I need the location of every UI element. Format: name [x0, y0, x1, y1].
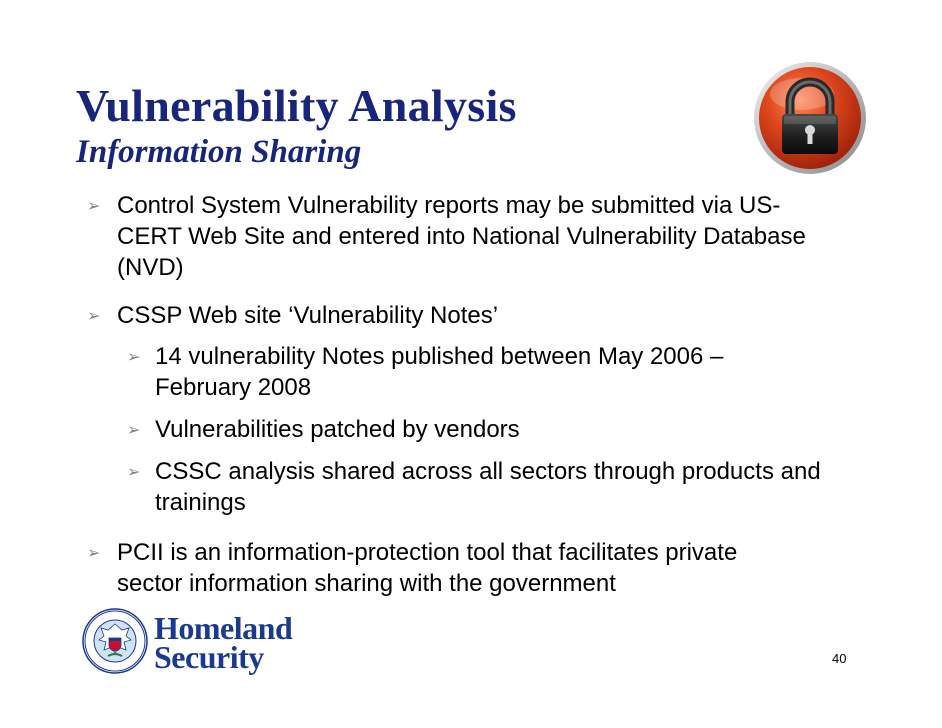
dhs-seal-icon — [82, 608, 148, 674]
page-number: 40 — [832, 651, 847, 666]
bullet-item — [87, 537, 807, 599]
homeland-security-logo-line1: Homeland — [154, 610, 293, 646]
bullet-text: CSSP Web site ‘Vulnerability Notes’ — [117, 302, 499, 329]
slide-subtitle: Information Sharing — [76, 134, 362, 170]
bullet-item — [87, 190, 807, 283]
bullet-item — [87, 300, 807, 331]
homeland-security-logo-line2: Security — [154, 639, 264, 675]
sub-bullet-item — [127, 414, 845, 445]
bullet-text: 14 vulnerability Notes published between May 2006 – February 2008 — [155, 343, 724, 401]
bullet-arrow-icon: ➢ — [87, 545, 101, 562]
bullet-arrow-icon: ➢ — [127, 349, 141, 366]
bullet-text: CSSC analysis shared across all sectors through products and trainings — [155, 458, 821, 516]
bullet-text: Control System Vulnerability reports may be submitted via US-CERT Web Site and entered into National Vulnerability Database (NVD) — [117, 192, 806, 281]
bullet-arrow-icon: ➢ — [87, 198, 101, 215]
bullet-arrow-icon: ➢ — [127, 464, 141, 481]
bullet-arrow-icon: ➢ — [87, 308, 101, 325]
slide-title: Vulnerability Analysis — [76, 80, 517, 131]
sub-bullet-item — [127, 456, 845, 518]
bullet-text: Vulnerabilities patched by vendors — [155, 416, 520, 443]
sub-bullet-item — [127, 341, 795, 403]
bullet-arrow-icon: ➢ — [127, 422, 141, 439]
padlock-icon — [752, 60, 868, 176]
bullet-text: PCII is an information-protection tool that facilitates private sector information sharing with the government — [117, 539, 738, 597]
